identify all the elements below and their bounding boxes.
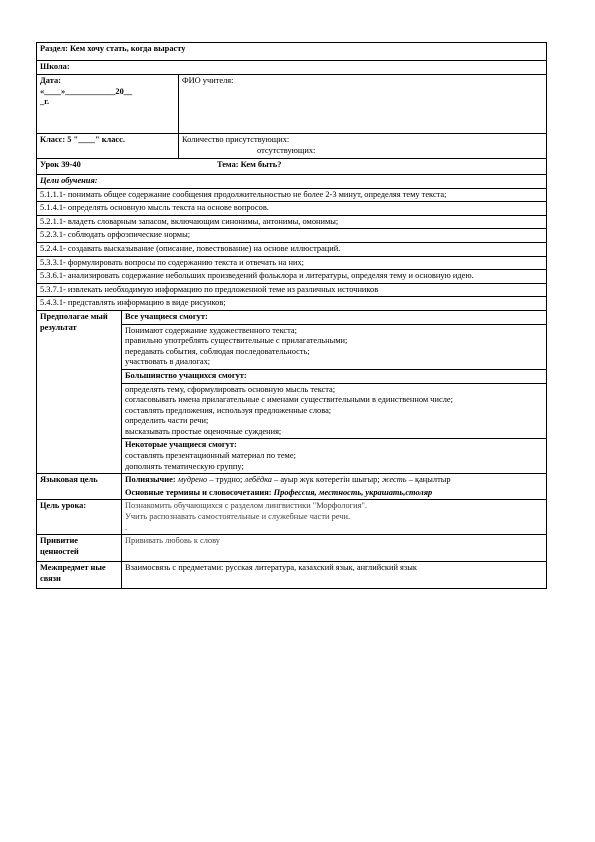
- results-cell: [122, 310, 547, 473]
- result-item: правильно употреблять существительные с прилагательными;: [125, 336, 348, 346]
- polylingual-label: Полиязычие:: [125, 475, 176, 485]
- links-label: Межпредмет ные связи: [37, 562, 122, 589]
- goal-row: [37, 188, 547, 202]
- goal-item: 5.1.1.1- понимать общее содержание сообщения продолжительностью не более 2-3 минут, определяя тему текста;: [37, 188, 547, 202]
- goal-row: [37, 283, 547, 297]
- language-cell: [122, 474, 547, 500]
- language-label: Языковая цель: [37, 474, 122, 500]
- result-item: участвовать в диалогах;: [125, 357, 211, 367]
- lesson-plan-table: [36, 42, 547, 589]
- goals-title: Цели обучения:: [37, 175, 547, 189]
- attendance-cell: [179, 134, 547, 159]
- lesson-plan: [36, 42, 546, 589]
- goal-row: [37, 270, 547, 284]
- terms-line: [125, 488, 543, 499]
- goal-item: 5.2.1.1- владеть словарным запасом, включающим синонимы, антонимы, омонимы;: [37, 215, 547, 229]
- date-suffix: _г.: [40, 97, 50, 107]
- goal-item: 5.2.4.1- создавать высказывание (описание, повествование) на основе иллюстраций.: [37, 242, 547, 256]
- values-label: Привитие ценностей: [37, 535, 122, 562]
- results-row: [37, 310, 547, 473]
- teacher-label: ФИО учителя:: [182, 76, 234, 85]
- result-item: Понимают содержание художественного текста;: [125, 325, 297, 335]
- class-row: [37, 134, 547, 159]
- lesson-goal-line: .: [125, 522, 128, 532]
- result-item: дополнять тематическую группу;: [125, 461, 244, 471]
- date-line: «____»____________20__: [40, 86, 133, 96]
- lesson-goal-label: Цель урока:: [37, 500, 122, 535]
- section-row: [37, 43, 547, 61]
- links-row: [37, 562, 547, 589]
- goal-row: [37, 242, 547, 256]
- result-item: составлять предложения, используя предложенные слова;: [125, 405, 332, 415]
- lesson-goal-row: [37, 500, 547, 535]
- absent-label: отсутствующих:: [257, 145, 316, 155]
- present-label: Количество присутствующих:: [182, 135, 290, 144]
- results-table: [122, 311, 546, 473]
- lesson-cell: [37, 159, 547, 175]
- vocab-translation: – қаңылтыр: [408, 475, 451, 485]
- polylingual-line: [125, 475, 543, 486]
- most-students-list: [122, 383, 546, 439]
- date-label: Дата:: [40, 76, 61, 85]
- vocab-word: мудрено: [177, 475, 208, 485]
- most-students-title: Большинство учащихся смогут:: [122, 369, 546, 383]
- language-row: [37, 474, 547, 500]
- goal-row: [37, 202, 547, 216]
- lesson-goal-cell: [122, 500, 547, 535]
- values-text: Прививать любовь к слову: [122, 535, 547, 562]
- lesson-goal-line: Учить распознавать самостоятельные и служебные части речи.: [125, 512, 351, 522]
- goal-row: [37, 256, 547, 270]
- school-label: Школа:: [37, 61, 547, 75]
- result-item: составлять презентационный материал по теме;: [125, 451, 296, 461]
- vocab-translation: – трудно;: [207, 475, 245, 485]
- goal-item: 5.4.3.1- представлять информацию в виде рисунков;: [37, 297, 547, 311]
- goal-item: 5.3.6.1- анализировать содержание небольших произведений фольклора и литературы, определяя тему и основную идею.: [37, 270, 547, 284]
- vocab-word: лебёдка: [244, 475, 272, 485]
- teacher-cell: [179, 75, 547, 134]
- result-item: определить части речи;: [125, 416, 209, 426]
- date-teacher-row: [37, 75, 547, 134]
- values-row: [37, 535, 547, 562]
- goal-item: 5.1.4.1- определять основную мысль текста на основе вопросов.: [37, 202, 547, 216]
- class-label: Класс: 5 "____" класс.: [37, 134, 179, 159]
- lesson-goal-line: Познакомить обучающихся с разделом лингвистики "Морфология".: [125, 501, 367, 511]
- result-item: передавать события, соблюдая последовательность;: [125, 346, 310, 356]
- result-item: согласовывать имена прилагательные с именами существительными в единственном числе;: [125, 395, 453, 405]
- some-students-title: Некоторые учащиеся смогут:: [125, 440, 237, 450]
- terms-value: Профессия, местность, украшать,столяр: [271, 487, 433, 497]
- section-title: Раздел: Кем хочу стать, когда вырасту: [37, 43, 547, 61]
- school-row: [37, 61, 547, 75]
- goal-row: [37, 229, 547, 243]
- goal-row: [37, 215, 547, 229]
- result-item: определять тему, сформулировать основную мысль текста;: [125, 384, 336, 394]
- goal-item: 5.3.3.1- формулировать вопросы по содержанию текста и отвечать на них;: [37, 256, 547, 270]
- goal-row: [37, 297, 547, 311]
- lesson-row: [37, 159, 547, 175]
- vocab-translation: – ауыр жүк көтеретін шығыр;: [272, 475, 382, 485]
- lesson-number: Урок 39-40: [40, 160, 81, 169]
- vocab-word: жесть: [381, 475, 407, 485]
- links-text: Взаимосвязь с предметами: русская литература, казахский язык, английский язык: [122, 562, 547, 589]
- goals-title-row: [37, 175, 547, 189]
- all-students-title: Все учащиеся смогут:: [122, 311, 546, 324]
- lesson-topic: Тема: Кем быть?: [216, 160, 282, 169]
- all-students-list: [122, 324, 546, 369]
- goal-item: 5.2.3.1- соблюдать орфоэпические нормы;: [37, 229, 547, 243]
- result-item: высказывать простые оценочные суждения;: [125, 426, 282, 436]
- goal-item: 5.3.7.1- извлекать необходимую информацию по предложенной теме из различных источников: [37, 283, 547, 297]
- terms-label: Основные термины и словосочетания:: [125, 487, 272, 497]
- date-cell: [37, 75, 179, 134]
- some-students-block: [122, 439, 546, 473]
- results-label: Предполагае мый результат: [37, 310, 122, 473]
